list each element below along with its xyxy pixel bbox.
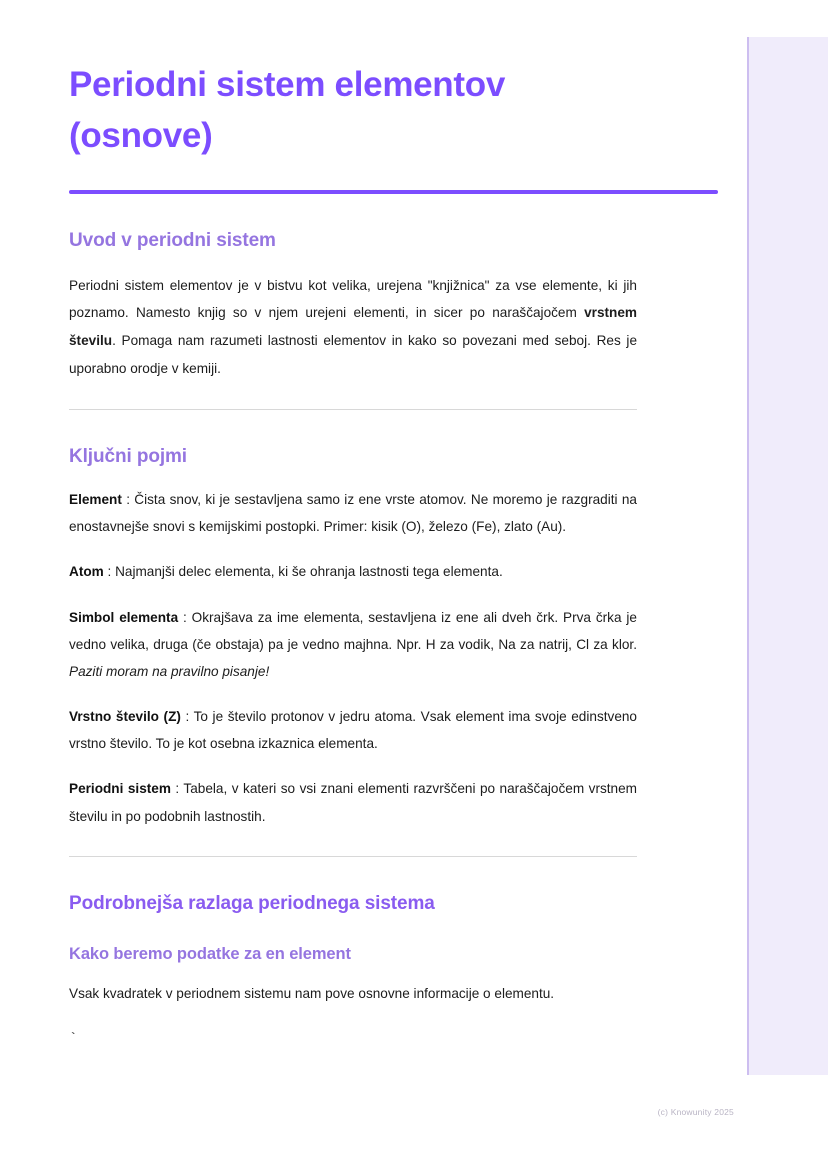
intro-paragraph-pre: Periodni sistem elementov je v bistvu kot velika, urejena "knjižnica" za vse elemente, ki jih poznamo. Namesto knjig so v njem urejeni elementi, in sicer po naraščajočem [69,277,637,321]
title-underline [69,190,718,194]
decorative-side-band [748,37,828,1075]
term-label: Element [69,491,122,507]
term-italic-note: Paziti moram na pravilno pisanje! [69,663,270,679]
term-item [69,775,637,829]
section-divider [69,409,637,410]
intro-paragraph-post: . Pomaga nam razumeti lastnosti elementov in kako so povezani med seboj. Res je uporabno orodje v kemiji. [69,333,637,377]
section-heading-detail: Podrobnejša razlaga periodnega sistema [69,892,435,914]
decorative-side-band-rule [747,37,749,1075]
footer-copyright: (c) Knowunity 2025 [657,1107,734,1117]
intro-paragraph-bold: vrstnem številu [69,305,637,349]
term-item [69,486,637,540]
term-item [69,558,637,585]
term-item [69,604,637,686]
section-divider [69,856,637,857]
term-label: Simbol elementa [69,609,179,625]
section-heading-key-terms: Ključni pojmi [69,445,187,467]
term-text: : Okrajšava za ime elementa, sestavljena iz ene ali dveh črk. Prva črka je vedno velika, druga (če obstaja) pa je vedno majhna. Npr. H za vodik, Na za natrij, Cl za klor. [69,609,637,652]
term-text: : Tabela, v kateri so vsi znani elementi razvrščeni po naraščajočem vrstnem številu in po podobnih lastnostih. [69,781,637,824]
subsection-heading-read-element: Kako beremo podatke za en element [69,944,351,963]
trailing-backtick: ` [69,1030,78,1047]
term-label: Vrstno število (Z) [69,709,181,725]
intro-paragraph [69,272,637,383]
section-heading-intro: Uvod v periodni sistem [69,229,276,251]
document-content [69,60,637,1046]
term-label: Atom [69,564,104,580]
page-title: Periodni sistem elementov (osnove) [69,65,505,155]
term-item [69,703,637,757]
term-text: : Čista snov, ki je sestavljena samo iz ene vrste atomov. Ne moremo je razgraditi na enostavnejše snovi s kemijskimi postopki. Primer: kisik (O), železo (Fe), zlato (Au). [69,491,637,535]
detail-paragraph: Vsak kvadratek v periodnem sistemu nam pove osnovne informacije o elementu. [69,985,555,1001]
term-text: : To je število protonov v jedru atoma. Vsak element ima svoje edinstveno vrstno število. To je kot osebna izkaznica elementa. [69,709,637,752]
term-label: Periodni sistem [69,781,171,797]
term-text: : Najmanjši delec elementa, ki še ohranja lastnosti tega elementa. [103,564,503,580]
